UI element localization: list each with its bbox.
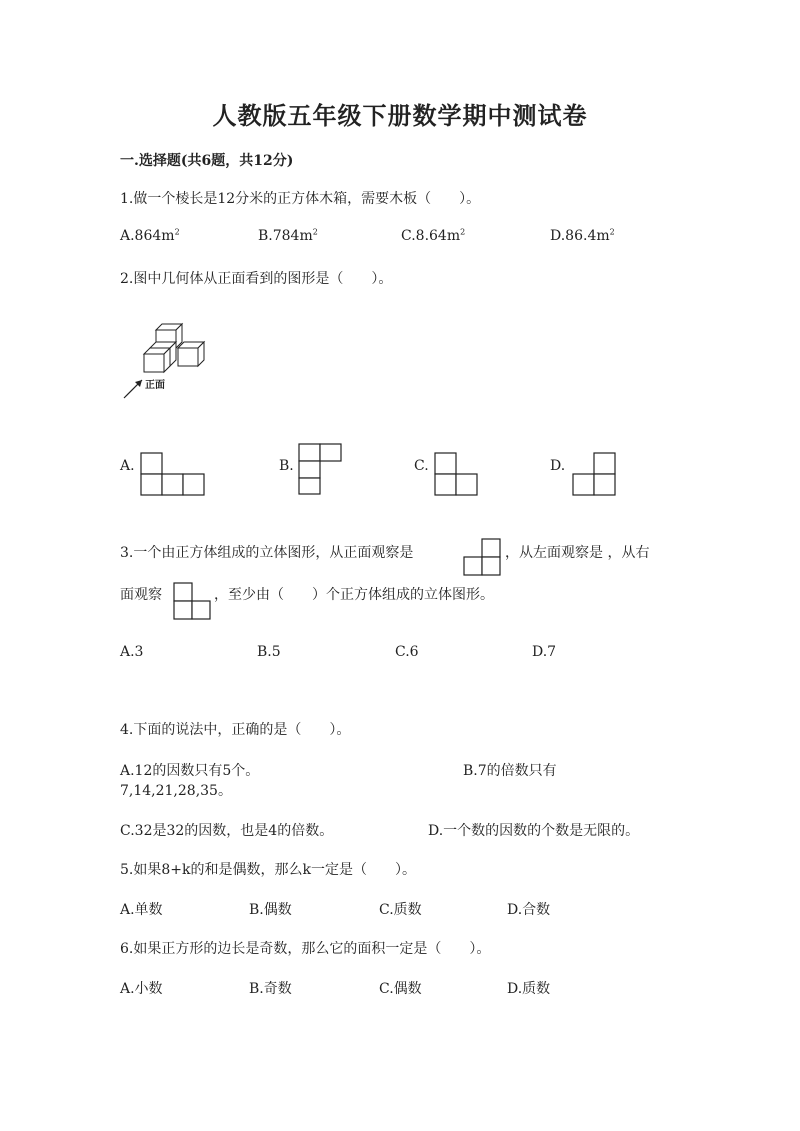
q4-option-b[interactable]: B.7的倍数只有 [463, 763, 557, 779]
q1-option-b-sup: 2 [312, 227, 318, 237]
q3-option-d[interactable]: D.7 [532, 644, 557, 660]
q1-option-a-sup: 2 [174, 227, 180, 237]
q1-option-a-label: A.864m [120, 228, 175, 244]
q3-right-view-figure [173, 582, 213, 620]
q1-option-c[interactable] [401, 228, 465, 244]
question-5-text: 5.如果8+k的和是偶数，那么k一定是（ ）。 [120, 862, 416, 878]
q3-option-b[interactable]: B.5 [257, 644, 281, 660]
q5-option-d[interactable]: D.合数 [507, 902, 551, 918]
question-4-text: 4.下面的说法中，正确的是（ ）。 [120, 722, 351, 738]
page-title: 人教版五年级下册数学期中测试卷 [212, 101, 588, 130]
question-1-text: 1.做一个棱长是12分米的正方体木箱，需要木板（ ）。 [120, 191, 481, 207]
question-6-text: 6.如果正方形的边长是奇数，那么它的面积一定是（ ）。 [120, 941, 491, 957]
section-heading: 一.选择题(共6题，共12分) [120, 153, 294, 169]
q5-option-c[interactable]: C.质数 [379, 902, 422, 918]
q6-option-b[interactable]: B.奇数 [249, 981, 292, 997]
q1-option-a[interactable] [120, 228, 180, 244]
q2-option-d[interactable]: D. [550, 458, 566, 474]
q4-option-c[interactable]: C.32是32的因数，也是4的倍数。 [120, 823, 334, 839]
q2-option-b[interactable]: B. [279, 458, 294, 474]
q3-option-a[interactable]: A.3 [120, 644, 144, 660]
q2-cube-figure [120, 320, 220, 405]
question-3-text-part1: 3.一个由正方体组成的立体图形，从正面观察是 [120, 545, 414, 561]
question-3-text-part4: ，至少由（ ）个正方体组成的立体图形。 [214, 587, 494, 603]
question-3-text-part3: 面观察 [120, 587, 162, 603]
q1-option-d-label: D.86.4m [550, 228, 610, 244]
q1-option-d[interactable] [550, 228, 615, 244]
q6-option-a[interactable]: A.小数 [120, 981, 163, 997]
q2-option-c-figure [434, 452, 478, 496]
q1-option-b-label: B.784m [258, 228, 313, 244]
q1-option-b[interactable] [258, 228, 318, 244]
q1-option-c-sup: 2 [460, 227, 466, 237]
q2-figure-label: 正面 [145, 380, 165, 391]
q4-option-b-continued: 7,14,21,28,35。 [120, 783, 232, 799]
q6-option-c[interactable]: C.偶数 [379, 981, 422, 997]
q4-option-d[interactable]: D.一个数的因数的个数是无限的。 [428, 823, 640, 839]
q6-option-d[interactable]: D.质数 [507, 981, 551, 997]
q2-option-a-figure [140, 452, 206, 496]
q2-option-a[interactable]: A. [120, 458, 135, 474]
q2-option-b-figure [298, 443, 342, 495]
q3-front-view-figure [463, 538, 503, 576]
question-3-text-part2: ，从左面观察是 ，从右 [505, 545, 650, 561]
q1-option-d-sup: 2 [609, 227, 615, 237]
q5-option-b[interactable]: B.偶数 [249, 902, 292, 918]
q1-option-c-label: C.8.64m [401, 228, 461, 244]
question-2-text: 2.图中几何体从正面看到的图形是（ ）。 [120, 271, 393, 287]
q5-option-a[interactable]: A.单数 [120, 902, 163, 918]
q2-option-d-figure [572, 452, 616, 496]
q2-option-c[interactable]: C. [414, 458, 429, 474]
q4-option-a[interactable]: A.12的因数只有5个。 [120, 763, 260, 779]
q3-option-c[interactable]: C.6 [395, 644, 419, 660]
